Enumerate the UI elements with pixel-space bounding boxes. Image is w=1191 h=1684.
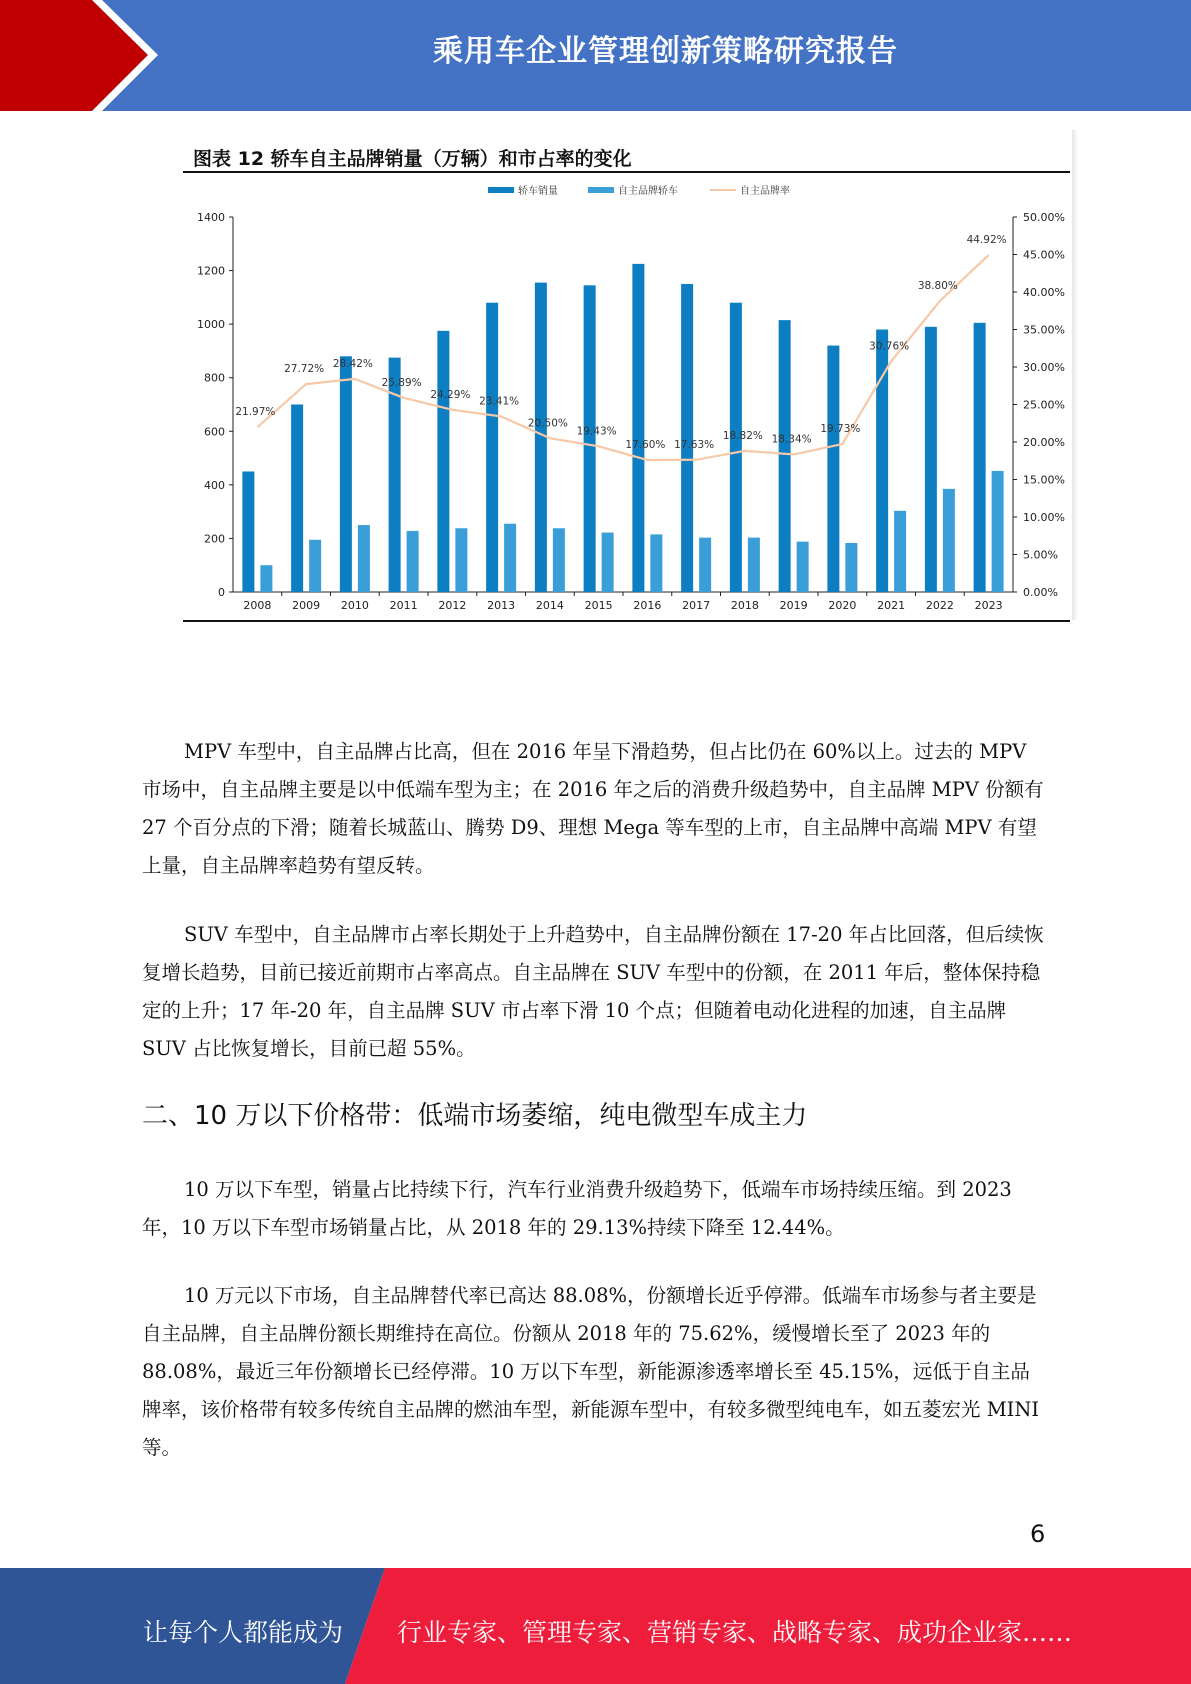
header-arrow-logo [0, 0, 160, 111]
right-axis-tick-label: 25.00% [1023, 398, 1065, 412]
domestic-sedan-bar [358, 525, 370, 592]
domestic-rate-data-label: 44.92% [966, 234, 1007, 247]
paragraph-mpv [142, 733, 1047, 885]
right-axis-tick-label: 30.00% [1023, 361, 1065, 374]
domestic-rate-data-label: 24.29% [430, 388, 471, 401]
left-axis-tick-label: 1000 [197, 318, 225, 332]
x-axis-tick-label: 2009 [292, 599, 321, 612]
domestic-rate-data-label: 25.89% [381, 376, 422, 389]
left-axis-tick-label: 0 [218, 586, 225, 599]
sedan-sales-bar [584, 285, 596, 592]
right-axis-tick-label: 50.00% [1023, 211, 1065, 224]
domestic-sedan-bar [748, 538, 760, 592]
sedan-sales-bar [291, 405, 303, 593]
domestic-sedan-bar [407, 531, 419, 592]
domestic-rate-data-label: 19.73% [820, 423, 861, 436]
domestic-rate-data-label: 17.63% [674, 438, 715, 451]
right-axis-tick-label: 10.00% [1023, 511, 1065, 524]
sedan-sales-bar [827, 346, 839, 592]
x-axis-tick-label: 2016 [633, 599, 662, 612]
sedan-sales-chart [183, 175, 1078, 620]
sedan-sales-bar [974, 323, 986, 592]
domestic-rate-data-label: 30.76% [869, 340, 910, 353]
page-number: 6 [1030, 1520, 1046, 1548]
sedan-sales-bar [340, 356, 352, 592]
sedan-sales-bar [925, 327, 937, 592]
footer-slogan-left: 让每个人都能成为 [143, 1618, 344, 1647]
sedan-sales-bar [486, 303, 498, 592]
x-axis-tick-label: 2008 [243, 599, 272, 612]
sedan-sales-bar [242, 471, 254, 592]
right-axis-tick-label: 5.00% [1023, 548, 1058, 562]
paragraph-domestic-share-text: 10 万元以下市场，自主品牌替代率已高达 88.08%，份额增长近乎停滞。低端车市场参与者主要是自主品牌，自主品牌份额长期维持在高位。份额从 2018 年的 75.62%，缓慢增长至了 2023 年的 88.08%，最近三年份额增长已经停滞。10 万以下车型，新能源渗透率增长至 45.15%，远低于自主品牌率，该价格带有较多传统自主品牌的燃油车型，新能源车型中，有较多微型纯电车，如五菱宏光 MINI 等。 [142, 1284, 1040, 1459]
x-axis-tick-label: 2021 [877, 599, 906, 612]
domestic-rate-data-label: 38.80% [917, 280, 958, 292]
domestic-sedan-bar [260, 565, 272, 592]
right-axis-tick-label: 0.00% [1023, 586, 1058, 599]
page-footer [0, 1568, 1191, 1684]
left-axis-tick-label: 800 [204, 371, 225, 385]
x-axis-tick-label: 2017 [682, 599, 711, 612]
x-axis-tick-label: 2012 [438, 599, 467, 612]
domestic-sedan-bar [992, 471, 1004, 592]
domestic-sedan-bar [699, 538, 711, 592]
domestic-rate-data-label: 20.50% [527, 417, 568, 430]
paragraph-suv-text: SUV 车型中，自主品牌市占率长期处于上升趋势中，自主品牌份额在 17-20 年占比回落，但后续恢复增长趋势，目前已接近前期市占率高点。自主品牌在 SUV 车型中的份额，在 2011 年后，整体保持稳定的上升；17 年-20 年，自主品牌 SUV 市占率下滑 10 个点；但随着电动化进程的加速，自主品牌 SUV 占比恢复增长，目前已超 55%。 [142, 923, 1044, 1060]
figure-bottom-rule [183, 620, 1070, 622]
left-axis-tick-label: 1400 [197, 211, 225, 224]
legend-label: 自主品牌率 [740, 186, 790, 197]
domestic-sedan-bar [894, 511, 906, 592]
x-axis-tick-label: 2014 [535, 599, 564, 612]
figure-title: 图表 12 轿车自主品牌销量（万辆）和市占率的变化 [193, 148, 632, 170]
x-axis-tick-label: 2020 [828, 599, 857, 612]
domestic-sedan-bar [650, 534, 662, 592]
paragraph-suv [142, 916, 1047, 1068]
sedan-sales-bar [730, 303, 742, 592]
x-axis-tick-label: 2018 [730, 599, 759, 612]
domestic-rate-data-label: 28.42% [332, 357, 373, 370]
x-axis-tick-label: 2022 [925, 599, 954, 612]
x-axis-tick-label: 2019 [779, 599, 808, 612]
paragraph-domestic-share [142, 1277, 1047, 1467]
x-axis-tick-label: 2015 [584, 599, 613, 612]
right-axis-tick-label: 40.00% [1023, 286, 1065, 299]
figure-top-rule [183, 171, 1070, 173]
report-title: 乘用车企业管理创新策略研究报告 [433, 34, 898, 69]
x-axis-tick-label: 2010 [340, 599, 369, 612]
sedan-sales-bar [535, 283, 547, 592]
legend-label: 自主品牌轿车 [618, 186, 678, 197]
domestic-sedan-bar [845, 543, 857, 592]
footer-slogan-right: 行业专家、管理专家、营销专家、战略专家、成功企业家…… [397, 1618, 1073, 1647]
domestic-rate-data-label: 18.82% [722, 429, 763, 442]
x-axis-tick-label: 2023 [974, 599, 1003, 612]
right-axis-tick-label: 15.00% [1023, 473, 1065, 487]
right-axis-tick-label: 35.00% [1023, 323, 1065, 337]
domestic-sedan-bar [553, 528, 565, 592]
paragraph-low-end-text: 10 万以下车型，销量占比持续下行，汽车行业消费升级趋势下，低端车市场持续压缩。到 2023 年，10 万以下车型市场销量占比，从 2018 年的 29.13%持续下降至 12.44%。 [142, 1178, 1012, 1239]
domestic-rate-data-label: 27.72% [284, 363, 325, 376]
left-axis-tick-label: 400 [204, 478, 225, 492]
domestic-sedan-bar [943, 489, 955, 592]
domestic-sedan-bar [602, 533, 614, 592]
legend-label: 轿车销量 [518, 186, 558, 197]
left-axis-tick-label: 600 [204, 425, 225, 439]
legend-swatch [488, 187, 514, 193]
domestic-sedan-bar [309, 540, 321, 592]
domestic-rate-data-label: 17.60% [625, 439, 666, 451]
domestic-sedan-bar [455, 528, 467, 592]
domestic-sedan-bar [504, 524, 516, 592]
sedan-sales-bar [632, 264, 644, 592]
paragraph-mpv-text: MPV 车型中，自主品牌占比高，但在 2016 年呈下滑趋势，但占比仍在 60%以上。过去的 MPV 市场中，自主品牌主要是以中低端车型为主；在 2016 年之后的消费升级趋势中，自主品牌 MPV 份额有 27 个百分点的下滑；随着长城蓝山、腾势 D9、理想 Mega 等车型的上市，自主品牌中高端 MPV 有望上量，自主品牌率趋势有望反转。 [142, 740, 1044, 877]
legend-swatch [588, 187, 614, 193]
sedan-sales-bar [779, 320, 791, 592]
domestic-rate-data-label: 19.43% [576, 425, 617, 438]
x-axis-tick-label: 2011 [389, 599, 418, 612]
domestic-sedan-bar [797, 542, 809, 592]
domestic-rate-data-label: 23.41% [479, 395, 520, 408]
left-axis-tick-label: 200 [204, 532, 225, 546]
domestic-rate-data-label: 21.97% [235, 406, 276, 419]
right-axis-tick-label: 45.00% [1023, 248, 1065, 262]
left-axis-tick-label: 1200 [197, 264, 225, 278]
x-axis-tick-label: 2013 [487, 599, 516, 612]
sedan-sales-bar [437, 331, 449, 592]
right-axis-tick-label: 20.00% [1023, 436, 1065, 449]
page-header [0, 0, 1191, 111]
domestic-rate-data-label: 18.34% [771, 433, 812, 446]
paragraph-low-end [142, 1171, 1047, 1247]
section-heading: 二、10 万以下价格带：低端市场萎缩，纯电微型车成主力 [142, 1101, 808, 1131]
